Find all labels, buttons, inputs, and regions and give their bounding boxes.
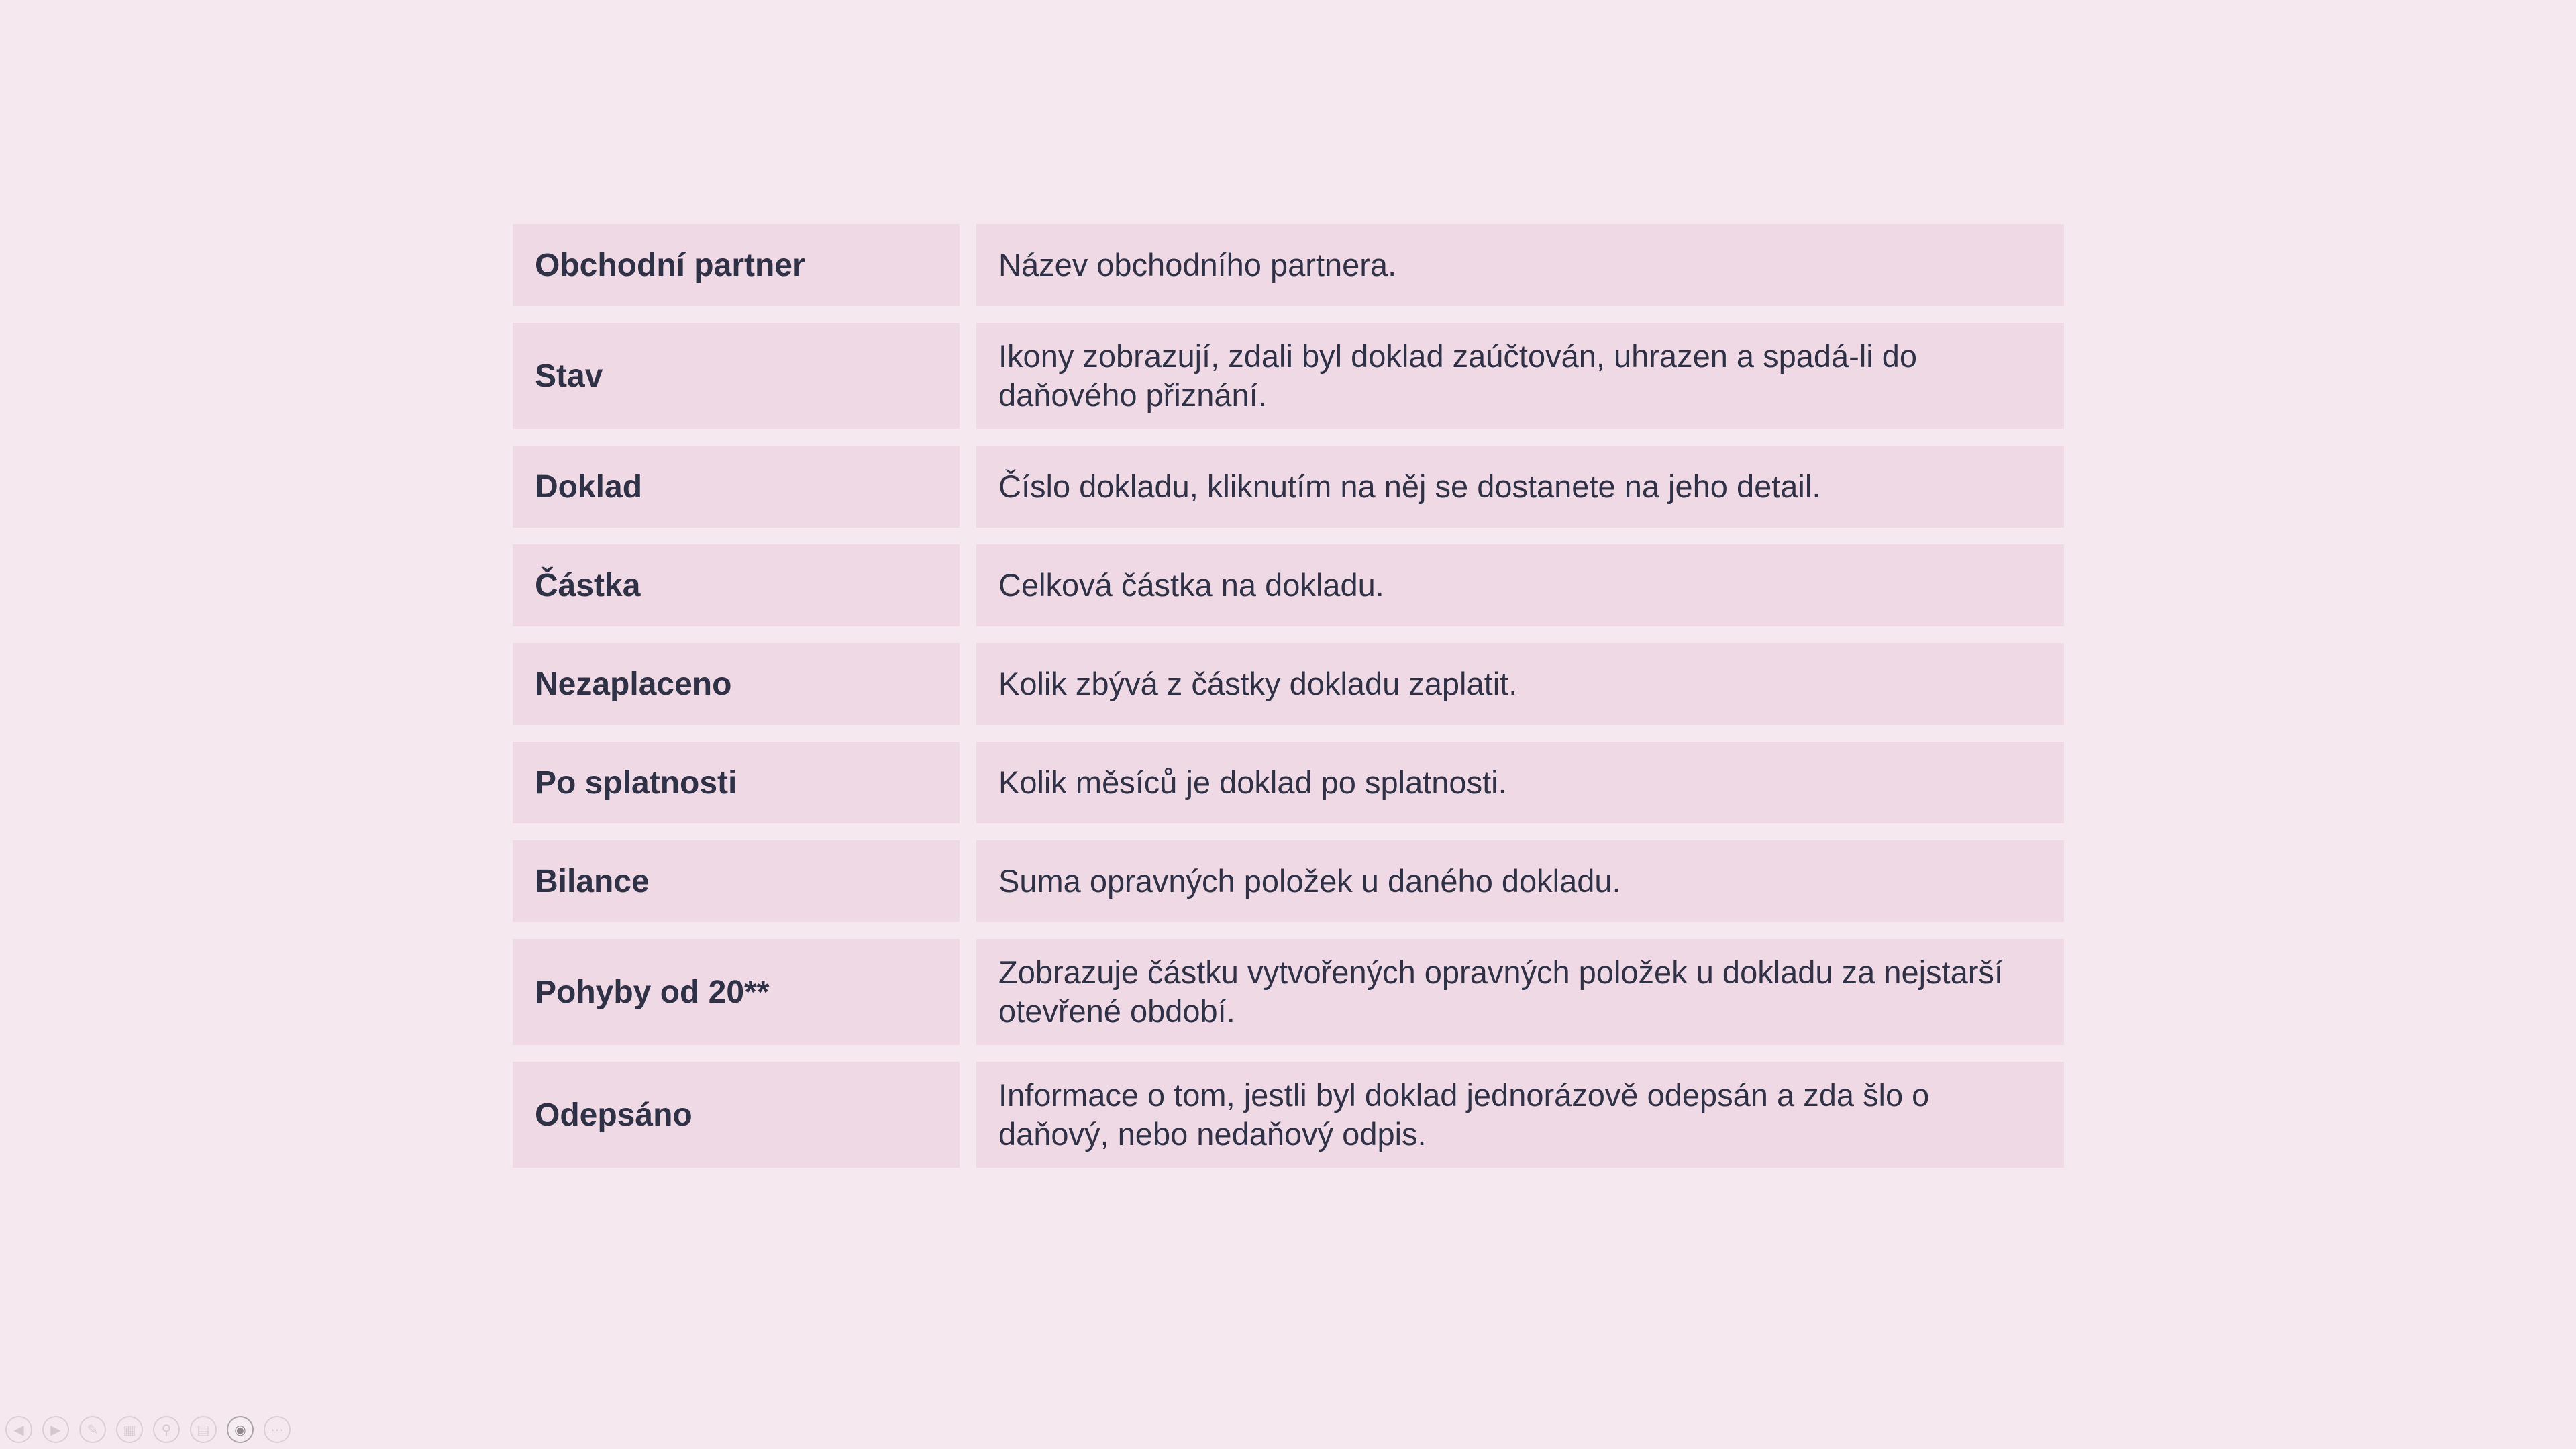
table-row <box>513 544 2064 626</box>
description-cell: Suma opravných položek u daného dokladu. <box>976 840 2064 922</box>
term-cell: Doklad <box>513 446 960 528</box>
term-cell: Obchodní partner <box>513 224 960 306</box>
previous-icon[interactable]: ◀ <box>5 1416 32 1443</box>
description-cell: Název obchodního partnera. <box>976 224 2064 306</box>
term-cell: Bilance <box>513 840 960 922</box>
description-cell: Ikony zobrazují, zdali byl doklad zaúčtován, uhrazen a spadá-li do daňového přiznání. <box>976 323 2064 429</box>
term-cell: Pohyby od 20** <box>513 939 960 1045</box>
description-cell: Informace o tom, jestli byl doklad jednorázově odepsán a zda šlo o daňový, nebo nedaňový odpis. <box>976 1062 2064 1168</box>
term-cell: Nezaplaceno <box>513 643 960 725</box>
table-row <box>513 939 2064 1045</box>
description-cell: Zobrazuje částku vytvořených opravných položek u dokladu za nejstarší otevřené období. <box>976 939 2064 1045</box>
camera-icon[interactable]: ◉ <box>227 1416 254 1443</box>
term-cell: Stav <box>513 323 960 429</box>
description-cell: Kolik měsíců je doklad po splatnosti. <box>976 742 2064 823</box>
glossary-table <box>513 224 2064 1168</box>
more-icon[interactable]: ⋯ <box>264 1416 291 1443</box>
presenter-toolbar <box>5 1416 291 1443</box>
description-cell: Kolik zbývá z částky dokladu zaplatit. <box>976 643 2064 725</box>
table-row <box>513 643 2064 725</box>
description-cell: Číslo dokladu, kliknutím na něj se dostanete na jeho detail. <box>976 446 2064 528</box>
term-cell: Částka <box>513 544 960 626</box>
table-row <box>513 446 2064 528</box>
subtitles-icon[interactable]: ▤ <box>190 1416 217 1443</box>
term-cell: Odepsáno <box>513 1062 960 1168</box>
zoom-icon[interactable]: ⚲ <box>153 1416 180 1443</box>
pen-icon[interactable]: ✎ <box>79 1416 106 1443</box>
next-icon[interactable]: ▶ <box>42 1416 69 1443</box>
table-row <box>513 323 2064 429</box>
table-row <box>513 840 2064 922</box>
description-cell: Celková částka na dokladu. <box>976 544 2064 626</box>
table-row <box>513 224 2064 306</box>
term-cell: Po splatnosti <box>513 742 960 823</box>
table-row <box>513 1062 2064 1168</box>
table-row <box>513 742 2064 823</box>
slides-icon[interactable]: ▦ <box>116 1416 143 1443</box>
